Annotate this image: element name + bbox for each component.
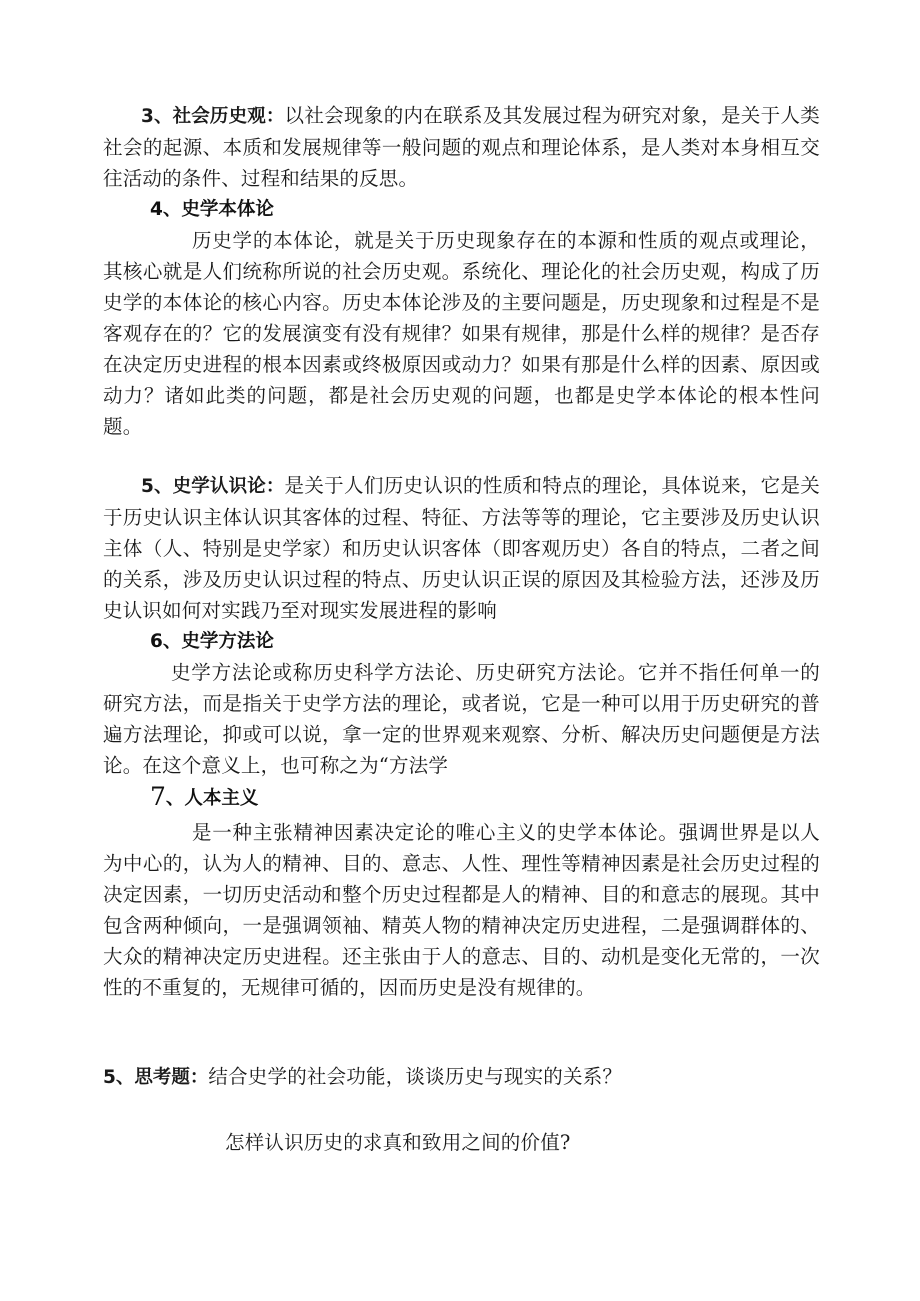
entry-6-number: 6、 <box>150 631 182 652</box>
questions-number: 5、 <box>103 1067 135 1088</box>
entry-5-paragraph <box>103 470 820 626</box>
entry-5-body: 是关于人们历史认识的性质和特点的理论，具体说来，它是关于历史认识主体认识其客体的过程、特征、方法等等的理论，它主要涉及历史认识主体（人、特别是史学家）和历史认识客体（即客观历史）各自的特点，二者之间的关系，涉及历史认识过程的特点、历史认识正误的原因及其检验方法，还涉及历史认识如何对实践乃至对现实发展进程的影响 <box>103 474 820 622</box>
entry-7-number-suffix: 、 <box>165 788 185 809</box>
entry-4-term: 史学本体论 <box>181 199 274 220</box>
questions-second-question: 怎样认识历史的求真和致用之间的价值? <box>225 1131 571 1154</box>
entry-5-number: 5、 <box>141 476 173 497</box>
entry-4-number: 4、 <box>150 199 182 220</box>
entry-4-paragraph: 历史学的本体论，就是关于历史现象存在的本源和性质的观点或理论，其核心就是人们统称所说的社会历史观。系统化、理论化的社会历史观，构成了历史学的本体论的核心内容。历史本体论涉及的主要问题是，历史现象和过程是不是客观存在的？它的发展演变有没有规律？如果有规律，那是什么样的规律？是否存在决定历史进程的根本因素或终极原因或动力？如果有那是什么样的因素、原因或动力？诸如此类的问题，都是社会历史观的问题，也都是史学本体论的根本性问题。 <box>103 229 820 438</box>
entry-3-body: 以社会现象的内在联系及其发展过程为研究对象，是关于人类社会的起源、本质和发展规律等一般问题的观点和理论体系，是人类对本身相互交往活动的条件、过程和结果的反思。 <box>103 104 820 190</box>
entry-6-heading <box>103 626 820 657</box>
entry-3-number: 3、 <box>141 106 173 127</box>
entry-3-term: 社会历史观： <box>172 106 285 127</box>
entry-7-paragraph: 是一种主张精神因素决定论的唯心主义的史学本体论。强调世界是以人为中心的，认为人的精神、目的、意志、人性、理性等精神因素是社会历史过程的决定因素，一切历史活动和整个历史过程都是人的精神、目的和意志的展现。其中包含两种倾向，一是强调领袖、精英人物的精神决定历史进程，二是强调群体的、大众的精神决定历史进程。还主张由于人的意志、目的、动机是变化无常的，一次性的不重复的，无规律可循的，因而历史是没有规律的。 <box>103 821 820 999</box>
document-body <box>103 100 820 1158</box>
questions-first-question: 结合史学的社会功能，谈谈历史与现实的关系？ <box>208 1065 623 1088</box>
entry-7-heading <box>103 781 820 817</box>
entry-3-paragraph <box>103 100 820 194</box>
questions-label: 思考题： <box>134 1067 209 1088</box>
entry-5-term: 史学认识论： <box>172 476 285 497</box>
entry-4-heading <box>103 194 820 225</box>
entry-7-number: 7 <box>150 782 166 811</box>
entry-6-term: 史学方法论 <box>181 631 274 652</box>
entry-6-paragraph: 史学方法论或称历史科学方法论、历史研究方法论。它并不指任何单一的研究方法，而是指关于史学方法的理论，或者说，它是一种可以用于历史研究的普遍方法理论，抑或可以说，拿一定的世界观来观察、分析、解决历史问题便是方法论。在这个意义上，也可称之为“方法学 <box>103 661 820 777</box>
entry-7-term: 人本主义 <box>184 788 259 809</box>
questions-first-line <box>103 1061 820 1093</box>
